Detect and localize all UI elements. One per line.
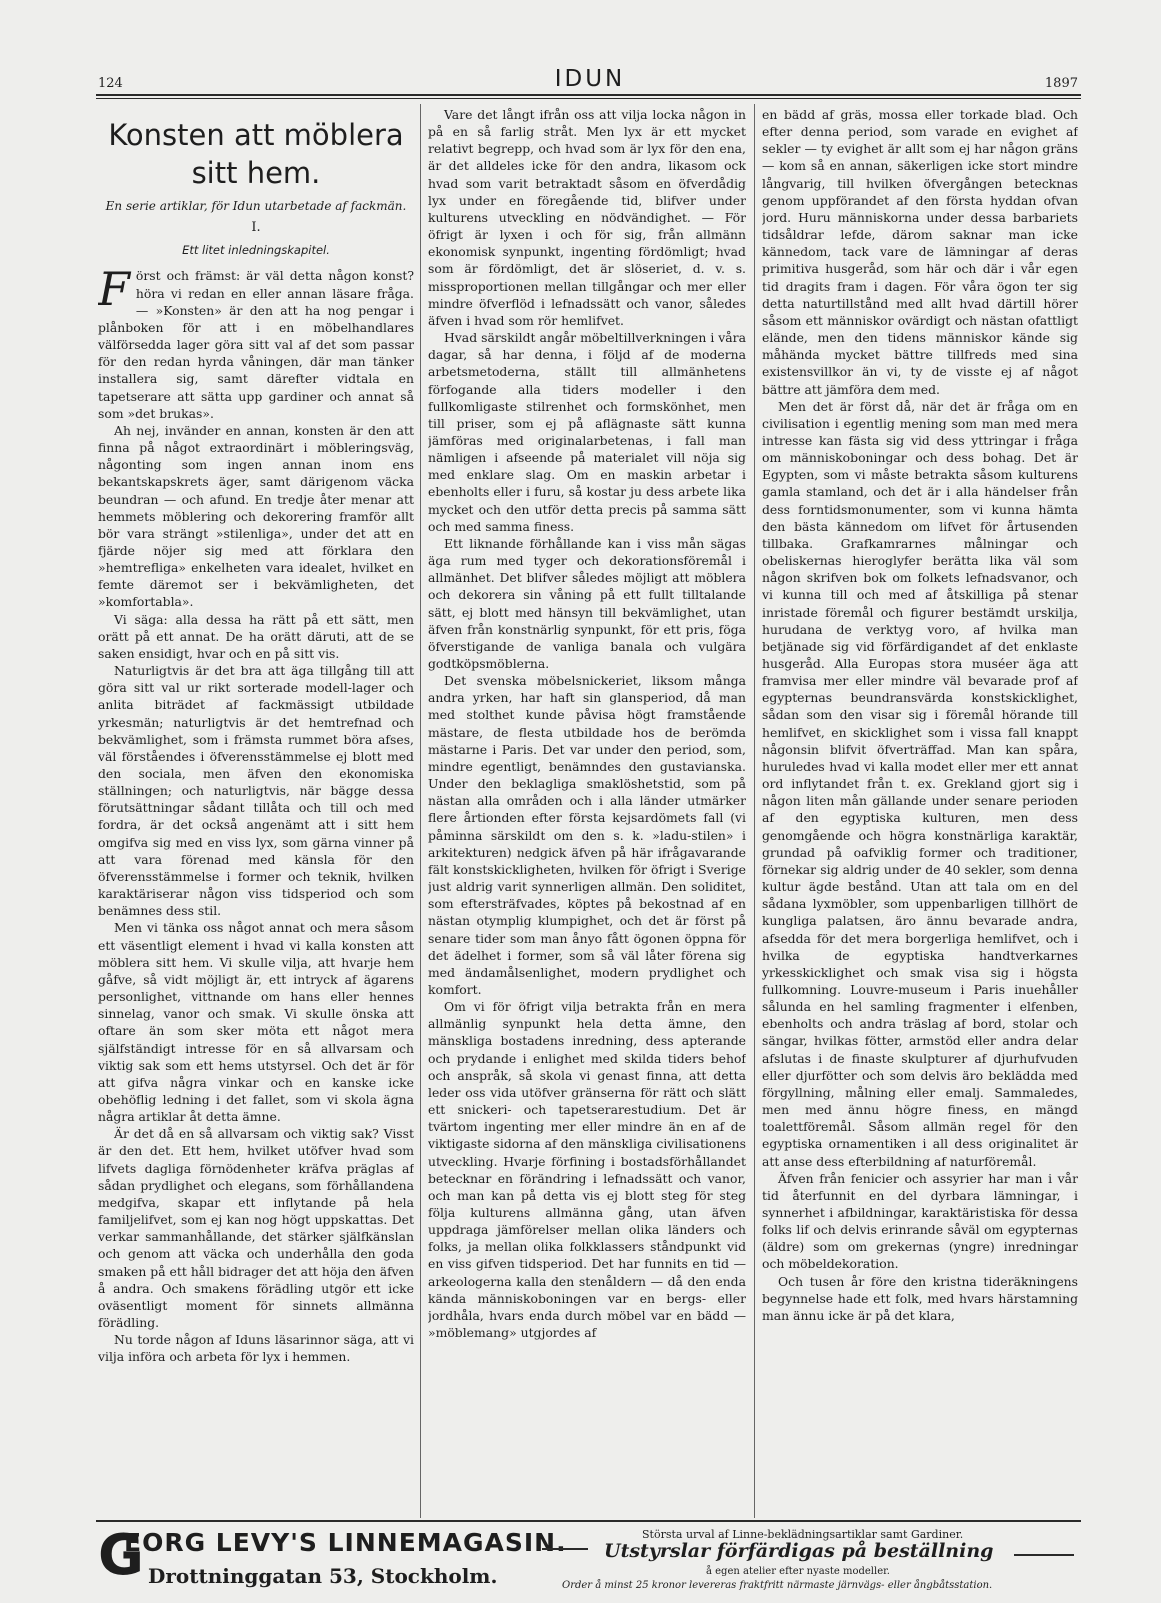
header-rule [96,94,1081,96]
paragraph: Om vi för öfrigt vilja betrakta från en mera allmänlig synpunkt hela detta ämne, den mänskliga bostadens inredning, dess apterande och prydande i enlighet med skilda tiders behof och anspråk, så skola vi genast finna, att detta leder oss vida utöfver gränserna för rätt och slätt ett snickeri- och tapetserarestudium. Det är tvärtom ingenting mer eller mindre än en af de viktigaste sidorna af den mänskliga civilisationens utveckling. Hvarje förfining i bostadsförhållandet betecknar en förändring i lefnadssätt och vanor, och man kan på detta vis ej blott steg för steg följa kulturens allmänna gång, utan äfven uppdraga jämförelser mellan olika länders och folks, ja mellan olika folkklassers ståndpunkt vid en viss gifven tidsperiod. Det har funnits en tid — arkeologerna kalla den stenåldern — då den enda kända människoboningen var en bergs- eller jordhåla, hvars enda durch möbel var en bädd — »möblemang» utgjordes af [428,999,746,1341]
paragraph: Är det då en så allvarsam och viktig sak? Visst är den det. Ett hem, hvilket utöfver hvad som lifvets dagliga förnödenheter kräfva präglas af sådan prydlighet och elegans, som förhållandena medgifva, skapar ett inflytande på hela familjelifvet, som ej kan nog högt uppskattas. Det verkar sammanhållande, det stärker själfkänslan och genom att väcka och underhålla den goda smaken på ett håll bidrager det att höja den äfven å andra. Och smakens förädling utgör ett icke oväsentligt moment för sinnets allmänna förädling. [98,1126,414,1330]
magazine-title: IDUN [554,66,626,92]
article-title: Konsten att möblera sitt hem. [108,118,404,190]
paragraph: Nu torde någon af Iduns läsarinnor säga, att vi vilja införa och arbeta för lyx i hemmen. [98,1332,414,1365]
chapter-heading: Ett litet inledningskapitel. [182,243,330,258]
column-divider [754,104,755,1518]
paragraph: Vi säga: alla dessa ha rätt på ett sätt, men orätt på ett annat. De ha orätt däruti, att de se saken ensidigt, hvar och en på sitt vis. [98,611,414,661]
ad-company-name: EORG LEVY'S LINNEMAGASIN. [124,1528,567,1557]
paragraph: Och tusen år före den kristna tideräkningens begynnelse hade ett folk, med hvars härstamning man ännu icke är på det klara, [762,1273,1078,1323]
article-subtitle: En serie artiklar, för Idun utarbetade af fackmän. [105,199,407,213]
year: 1897 [1044,76,1078,91]
header-rule-thin [96,98,1081,99]
page-number: 124 [98,76,123,91]
ad-slogan: Utstyrslar förfärdigas på beställning [604,1540,994,1562]
paragraph: Ett liknande förhållande kan i viss mån sägas äga rum med tyger och dekorationsföremål i allmänhet. Det blifver således möjligt att möblera och dekorera sin våning på ett fullt tilltalande sätt, ej blott med hänsyn till bekvämlighet, utan äfven från konstnärlig synpunkt, för ett pris, föga öfverstigande de vanliga banala och vulgära godtköpsmöblerna. [428,535,746,671]
paragraph: Men vi tänka oss något annat och mera såsom ett väsentligt element i hvad vi kalla konsten att möblera sitt hem. Vi skulle vilja, att hvarje hem gåfve, så vidt möjligt är, ett intryck af ägarens personlighet, vittnande om hans eller hennes sinnelag, vanor och smak. Vi skulle önska att oftare än som sker möta ett något mera själfständigt intresse för en så allvarsam och viktig sak som ett hems utstyrsel. Och det är för att gifva några vinkar och en kanske icke obehöflig ledning i det fallet, som vi skola ägna några artiklar åt detta ämne. [98,920,414,1125]
column-1 [98,106,414,1518]
drop-cap: F [98,262,130,317]
column-divider [420,104,421,1518]
ad-divider [1014,1554,1074,1556]
ad-selection-line: Största urval af Linne-beklädningsartiklar samt Gardiner. [642,1528,964,1541]
ad-order-line: Order å minst 25 kronor levereras fraktfritt närmaste järnvägs- eller ångbåtsstation. [562,1580,993,1591]
ad-address: Drottninggatan 53, Stockholm. [148,1564,498,1588]
ad-initial: G [98,1523,144,1588]
paragraph: Ah nej, invänder en annan, konsten är den att finna på något extraordinärt i möbleringsväg, någonting som ingen annan inom ens bekantskapskrets äger, samt därigenom väcka beundran — och afund. En tredje åter menar att hemmets möblering och dekorering framför allt bör vara strängt »stilenliga», under det att en fjärde nöjer sig med att förklara den »hemtrefliga» enkelheten vara idealet, hvilket en femte däremot ser i bekvämligheten, det »komfortabla». [98,422,414,610]
advertisement-rule [96,1520,1081,1522]
paragraph: Vare det långt ifrån oss att vilja locka någon in på en så farlig stråt. Men lyx är ett mycket relativt begrepp, och hvad som är lyx för den ena, är det alldeles icke för den andra, likasom ock hvad som varit betraktadt såsom en öfverdådig lyx under en föregående tid, blifver under kulturens utveckling en nödvändighet. — För öfrigt är lyxen i och för sig, från allmänn ekonomisk synpunkt, ingenting fördömligt; hvad som är fördömligt, det är slöseriet, d. v. s. missproportionen mellan tillgångar och mer eller mindre öfverflöd i lefnadssätt och vanor, således äfven i hvad som rör hemlifvet. [428,107,746,328]
paragraph: en bädd af gräs, mossa eller torkade blad. Och efter denna period, som varade en evighet af sekler — ty evighet är allt som ej har någon gräns — kom så en annan, säkerligen icke stort mindre långvarig, till hvilken öfvergången betecknas genom uppförandet af den första hyddan ofvan jord. Huru människorna under dessa barbariets tidsåldrar lefde, därom saknar man icke kännedom, tack vare de lämningar af deras primitiva husgeråd, som här och där i vår egen tid dragits fram i dagen. För våra ögon ter sig detta naturtillstånd med allt hvad därtill hörer såsom ett människor ovärdigt och nästan ofattligt elände, men den tidens människor kände sig måhända mycket bättre tillfreds med sina existensvillkor än vi, ty de visste ej af något bättre att jämföra dem med. [762,107,1078,397]
first-paragraph [98,262,414,421]
ad-atelier-line: å egen atelier efter nyaste modeller. [706,1566,890,1577]
paragraph-text: örst och främst: är väl detta någon konst? höra vi redan en eller annan läsare fråga. — »Konsten» är den att ha nog pengar i plånboken för att i en möbelhandlares välförsedda lager göra sitt val af det som passar för den redan hyrda våningen, där man tänker installera sig, samt därefter vidtala en tapetserare att sätta upp gardiner och annat så som »det brukas». [98,268,414,421]
ad-divider [542,1548,588,1550]
column-2 [428,106,746,1518]
part-number: I. [251,220,261,236]
paragraph: Naturligtvis är det bra att äga tillgång till att göra sitt val ur rikt sorterade modell-lager och anlita biträdet af fackmässigt utbildade yrkesmän; naturligtvis är det hemtrefnad och bekvämlighet, som i främsta rummet böra afses, väl förståendes i öfverensstämmelse ej blott med den sociala, men äfven den ekonomiska ställningen; och naturligtvis, när bägge dessa förutsättningar sådant tillåta och till och med fordra, är det också angenämt att i sitt hem omgifva sig med en viss lyx, som gärna vinner på att vara förenad med känsla för den öfverensstämmelse i former och teknik, hvilken karaktäriserar någon viss tidsperiod och som benämnes dess stil. [98,663,414,919]
paragraph: Det svenska möbelsnickeriet, liksom många andra yrken, har haft sin glansperiod, då man med stolthet kunde påvisa högt framstående mästare, de flesta utbildade hos de berömda mästarne i Paris. Det var under den period, som, mindre egentligt, benämndes den gustavianska. Under den beklagliga smaklöshetstid, som på nästan alla områden och i alla länder utmärker flere årtionden efter första kejsardömets fall (vi påminna särskildt om den s. k. »ladu-stilen» i arkitekturen) nedgick äfven på här ifrågavarande fält konstskickligheten, hvilken för öfrigt i Sverige just aldrig varit synnerligen allmän. Den soliditet, som eftersträfvades, köptes på bekostnad af en nästan otymplig klumpighet, och det är först på senare tider som man ånyo fått ögonen öppna för det ädelhet i former, som så väl låter förena sig med ändamålsenlighet, modern prydlighet och komfort. [428,673,746,997]
paragraph: Äfven från fenicier och assyrier har man i vår tid återfunnit en del dyrbara lämningar, i synnerhet i afbildningar, karaktäristiska för dessa folks lif och delvis erinrande såväl om egypternas (äldre) som om grekernas (yngre) inredningar och möbeldekoration. [762,1170,1078,1272]
paragraph: Men det är först då, när det är fråga om en civilisation i egentlig mening som man med mera intresse kan fästa sig vid dess yttringar i fråga om människoboningar och dess bohag. Det är Egypten, som vi måste betrakta såsom kulturens gamla stamland, och det är i alla händelser från dess forntidsmonumenter, som vi kunna hämta den bästa kännedom om lifvet för årtusenden tillbaka. Grafkamrarnes målningar och obeliskernas hieroglyfer berätta lika väl som någon skrifven bok om folkets lefnadsvanor, och vi kunna till och med af åtskilliga på stenar inristade föremål och figurer bestämdt urskilja, hurudana de verktyg voro, af hvilka man betjänade sig vid förfärdigandet af det enklaste husgeråd. Alla Europas stora muséer äga att framvisa mer eller mindre väl bevarade prof af egypternas beundransvärda konstskicklighet, sådan som den visar sig i föremål hörande till hemlifvet, en skicklighet som i vissa fall knappt någonsin blifvit öfverträffad. Man kan spåra, huruledes hvad vi kalla modet eller mer ett annat ord inflytandet från t. ex. Grekland gjort sig i någon liten mån gällande under senare perioden af den egyptiska kulturen, men dess genomgående och högra konstnärliga karaktär, grundad på oafviklig former och traditioner, förnekar sig aldrig under de 40 sekler, som denna kultur ägde bestånd. Utan att tala om en del sådana lyxmöbler, som uppenbarligen tillhört de kungliga palatsen, äro ännu bevarade andra, afsedda för det mera borgerliga hemlifvet, och i hvilka de egyptiska handtverkarnes yrkesskicklighet och smak visa sig i högsta fullkomning. Louvre-museum i Paris inuehåller sålunda en hel samling fragmenter i elfenben, ebenholts och andra träslag af bord, stolar och sängar, hvilkas fötter, armstöd eller andra delar afslutas i de finaste skulpturer af djurhufvuden eller djurfötter och som delvis äro beklädda med förgyllning, målning eller emalj. Sammaledes, men med ännu högre finess, en mängd toalettföremål. Såsom allmän regel för den egyptiska ornamentiken i all dess originalitet är att anse dess efterbildning af naturföremål. [762,398,1078,1169]
column-3 [762,106,1078,1518]
advertisement [96,1524,1081,1599]
paragraph: Hvad särskildt angår möbeltillverkningen i våra dagar, så har denna, i följd af de moderna arbetsmetoderna, ställt till allmänhetens förfogande alla tiders modeller i den fullkomligaste stilrenhet och formskönhet, men till priser, som ej på aflägnaste sätt kunna jämföras med originalarbetenas, i fall man nämligen i afseende på materialet vill nöja sig med enklare slag. Om en maskin arbetar i ebenholts eller i furu, så kostar ju dess arbete lika mycket och den utför detta precis på samma sätt och med samma finess. [428,330,746,534]
